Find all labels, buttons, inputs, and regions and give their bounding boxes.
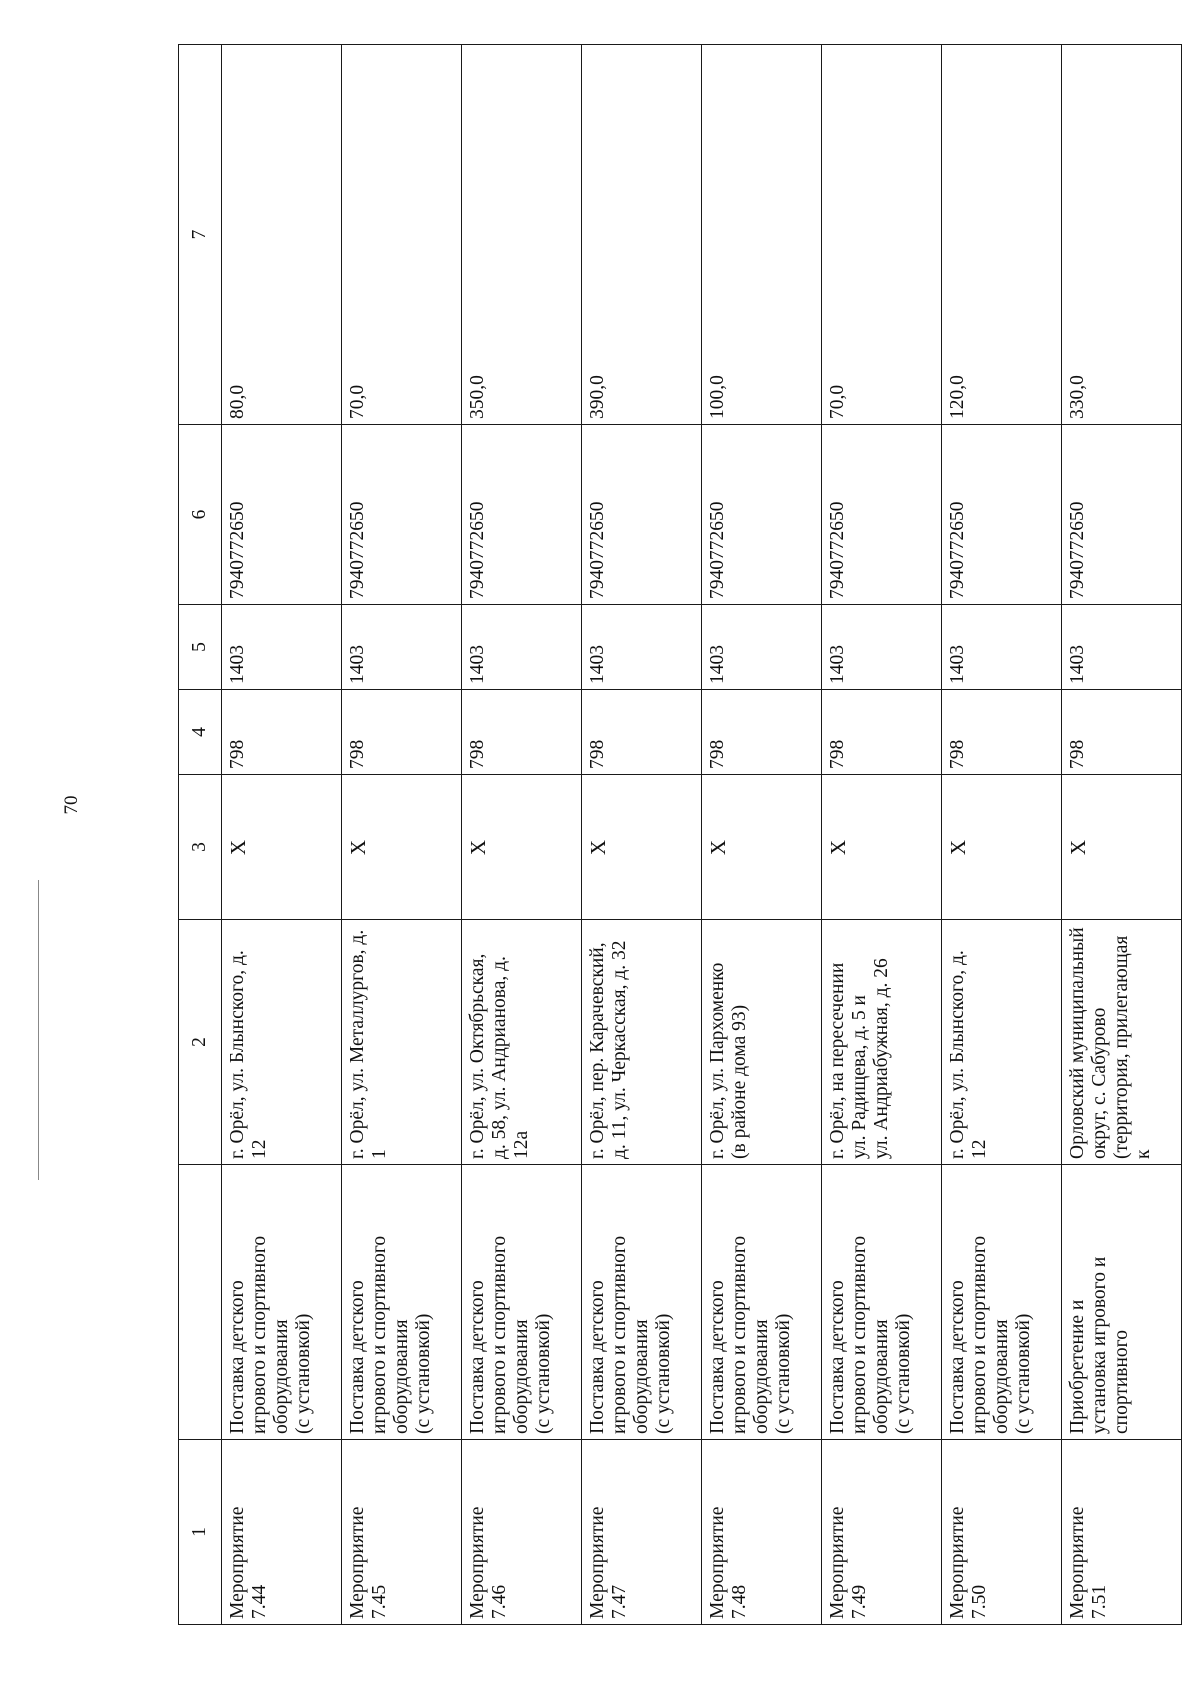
scan-edge-line [38,880,39,1180]
col5-cell: 1403 [942,605,1062,690]
description-cell: Поставка детского игрового и спортивного оборудования (с установкой) [342,1165,462,1440]
table-row [342,45,462,1625]
col3-cell: Х [222,775,342,920]
col3-cell: Х [1062,775,1182,920]
col5-cell: 1403 [222,605,342,690]
col5-cell: 1403 [702,605,822,690]
col5-cell: 1403 [822,605,942,690]
col4-cell: 798 [702,690,822,775]
event-cell: Мероприятие 7.45 [342,1440,462,1625]
header-cell: 1 [179,1440,222,1625]
col6-cell: 7940772650 [1062,425,1182,605]
address-cell: г. Орёл, ул. Октябрьская, д. 58, ул. Андрианова, д. 12а [462,920,582,1165]
description-cell: Поставка детского игрового и спортивного оборудования (с установкой) [702,1165,822,1440]
col5-cell: 1403 [342,605,462,690]
amount-cell: 70,0 [822,45,942,425]
col4-cell: 798 [582,690,702,775]
table-row [1062,45,1182,1625]
col6-cell: 7940772650 [822,425,942,605]
col6-cell: 7940772650 [702,425,822,605]
address-cell: г. Орёл, ул. Металлургов, д. 1 [342,920,462,1165]
table-row [822,45,942,1625]
table-row [462,45,582,1625]
header-cell [179,1165,222,1440]
event-cell: Мероприятие 7.46 [462,1440,582,1625]
col3-cell: Х [942,775,1062,920]
col3-cell: Х [822,775,942,920]
address-cell: г. Орёл, ул. Блынского, д. 12 [222,920,342,1165]
amount-cell: 350,0 [462,45,582,425]
amount-cell: 120,0 [942,45,1062,425]
table-row [942,45,1062,1625]
event-cell: Мероприятие 7.44 [222,1440,342,1625]
event-cell: Мероприятие 7.51 [1062,1440,1182,1625]
description-cell: Поставка детского игрового и спортивного оборудования (с установкой) [222,1165,342,1440]
table-row [222,45,342,1625]
header-cell: 7 [179,45,222,425]
event-cell: Мероприятие 7.50 [942,1440,1062,1625]
page-number: 70 [61,795,82,815]
col4-cell: 798 [822,690,942,775]
event-cell: Мероприятие 7.47 [582,1440,702,1625]
col4-cell: 798 [1062,690,1182,775]
address-cell: г. Орёл, пер. Карачевский, д. 11, ул. Черкасская, д. 32 [582,920,702,1165]
header-cell: 6 [179,425,222,605]
col3-cell: Х [582,775,702,920]
col4-cell: 798 [342,690,462,775]
header-row [179,45,222,1625]
col5-cell: 1403 [1062,605,1182,690]
header-cell: 5 [179,605,222,690]
event-cell: Мероприятие 7.49 [822,1440,942,1625]
header-cell: 2 [179,920,222,1165]
amount-cell: 80,0 [222,45,342,425]
col3-cell: Х [342,775,462,920]
address-cell: г. Орёл, на пересечении ул. Радищева, д. 5 и ул. Андриабужная, д. 26 [822,920,942,1165]
header-cell: 4 [179,690,222,775]
col6-cell: 7940772650 [342,425,462,605]
address-cell: Орловский муниципальный округ, с. Сабурово (территория, прилегающая к [1062,920,1182,1165]
description-cell: Поставка детского игрового и спортивного оборудования (с установкой) [582,1165,702,1440]
col6-cell: 7940772650 [462,425,582,605]
col6-cell: 7940772650 [582,425,702,605]
table-row [702,45,822,1625]
address-cell: г. Орёл, ул. Пархоменко (в районе дома 93) [702,920,822,1165]
col4-cell: 798 [222,690,342,775]
amount-cell: 70,0 [342,45,462,425]
amount-cell: 100,0 [702,45,822,425]
col3-cell: Х [462,775,582,920]
col5-cell: 1403 [462,605,582,690]
amount-cell: 330,0 [1062,45,1182,425]
description-cell: Поставка детского игрового и спортивного оборудования (с установкой) [942,1165,1062,1440]
amount-cell: 390,0 [582,45,702,425]
description-cell: Поставка детского игрового и спортивного оборудования (с установкой) [462,1165,582,1440]
header-cell: 3 [179,775,222,920]
event-cell: Мероприятие 7.48 [702,1440,822,1625]
budget-table [178,44,1182,1625]
description-cell: Поставка детского игрового и спортивного оборудования (с установкой) [822,1165,942,1440]
address-cell: г. Орёл, ул. Блынского, д. 12 [942,920,1062,1165]
description-cell: Приобретение и установка игрового и спортивного [1062,1165,1182,1440]
table-row [582,45,702,1625]
col6-cell: 7940772650 [942,425,1062,605]
col3-cell: Х [702,775,822,920]
col5-cell: 1403 [582,605,702,690]
col4-cell: 798 [462,690,582,775]
col4-cell: 798 [942,690,1062,775]
rotated-table-container [178,45,1155,1625]
col6-cell: 7940772650 [222,425,342,605]
